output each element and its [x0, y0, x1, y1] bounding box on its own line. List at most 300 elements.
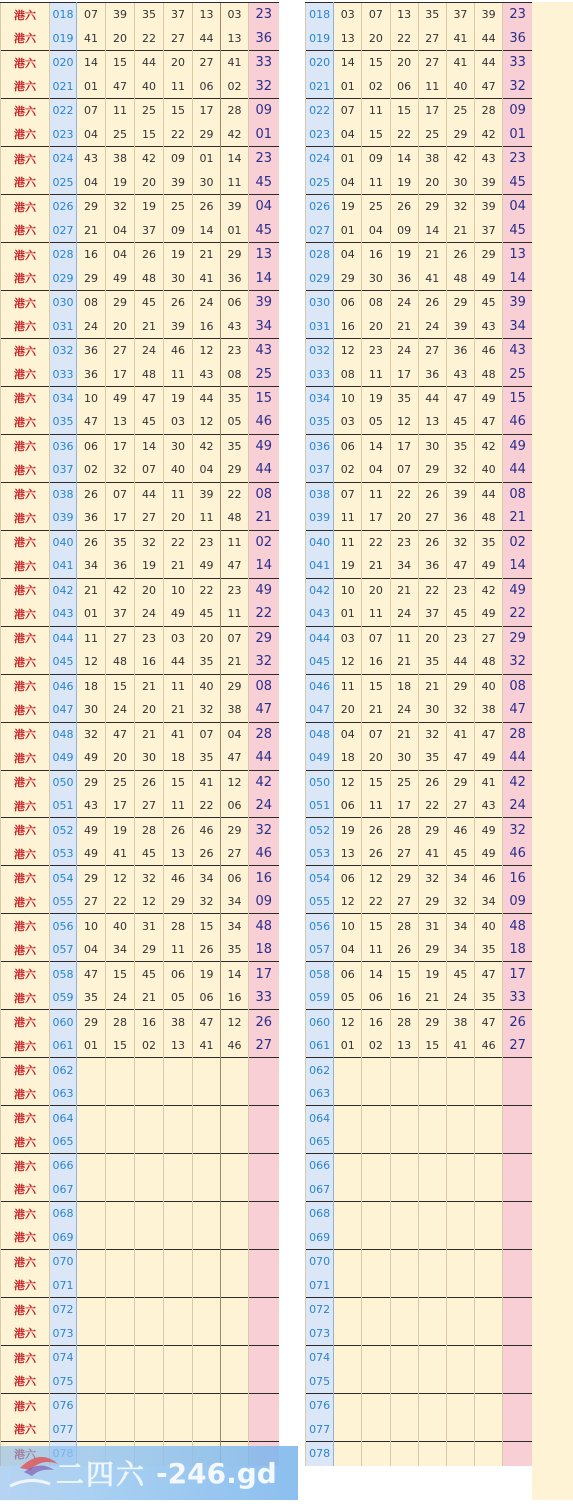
- draw-number: 28: [390, 914, 418, 938]
- draw-number: 22: [362, 890, 390, 914]
- region-tag: 港六: [1, 914, 50, 938]
- draw-number: [106, 1226, 135, 1250]
- draw-number: [362, 1250, 390, 1274]
- draw-number: 23: [221, 578, 249, 602]
- draw-number: 19: [334, 818, 362, 842]
- draw-number: [135, 1346, 164, 1370]
- draw-number: 27: [135, 506, 164, 530]
- result-row: [1, 362, 279, 386]
- issue-number: 058: [50, 962, 77, 986]
- result-row: [1, 482, 279, 506]
- draw-number: [106, 1370, 135, 1394]
- draw-number: 45: [135, 410, 164, 434]
- draw-number: 11: [362, 170, 390, 194]
- draw-number: [362, 1346, 390, 1370]
- draw-number: 21: [418, 986, 446, 1010]
- draw-number: 46: [475, 1034, 503, 1058]
- draw-number: 04: [334, 170, 362, 194]
- draw-number: 34: [221, 914, 249, 938]
- draw-number: 29: [77, 770, 106, 794]
- draw-number: [135, 1250, 164, 1274]
- region-tag: 港六: [1, 578, 50, 602]
- draw-number: 42: [135, 146, 164, 170]
- region-tag: 港六: [1, 218, 50, 242]
- draw-number: [418, 1298, 446, 1322]
- draw-number: 48: [475, 650, 503, 674]
- draw-number: 27: [77, 890, 106, 914]
- draw-number: [77, 1370, 106, 1394]
- draw-number: 36: [446, 338, 474, 362]
- draw-number: 03: [334, 3, 362, 27]
- draw-number: 21: [135, 314, 164, 338]
- draw-number: 26: [418, 290, 446, 314]
- draw-number: 40: [475, 914, 503, 938]
- issue-number: 033: [50, 362, 77, 386]
- draw-number: 34: [106, 938, 135, 962]
- draw-number: 18: [77, 674, 106, 698]
- draw-number: 29: [418, 194, 446, 218]
- draw-number: 17: [106, 362, 135, 386]
- draw-number: 30: [418, 698, 446, 722]
- draw-number: [77, 1202, 106, 1226]
- special-number: [249, 1202, 279, 1226]
- draw-number: 23: [390, 530, 418, 554]
- draw-number: 24: [193, 290, 221, 314]
- issue-number: 064: [306, 1106, 334, 1130]
- special-number: [249, 1298, 279, 1322]
- region-tag: 港六: [1, 770, 50, 794]
- draw-number: [106, 1346, 135, 1370]
- draw-number: [390, 1082, 418, 1106]
- draw-number: 37: [106, 602, 135, 626]
- draw-number: [77, 1178, 106, 1202]
- draw-number: 26: [446, 242, 474, 266]
- draw-number: 04: [77, 122, 106, 146]
- result-row: [1, 1418, 279, 1442]
- draw-number: 24: [106, 698, 135, 722]
- draw-number: 24: [418, 314, 446, 338]
- draw-number: 40: [475, 458, 503, 482]
- draw-number: 11: [334, 674, 362, 698]
- draw-number: [418, 1106, 446, 1130]
- draw-number: [390, 1274, 418, 1298]
- draw-number: 04: [77, 170, 106, 194]
- issue-number: 046: [306, 674, 334, 698]
- draw-number: 29: [334, 266, 362, 290]
- region-tag: 港六: [1, 362, 50, 386]
- result-row: [306, 1274, 533, 1298]
- issue-number: 038: [50, 482, 77, 506]
- draw-number: 23: [221, 338, 249, 362]
- draw-number: 49: [164, 602, 193, 626]
- draw-number: [106, 1178, 135, 1202]
- draw-number: 26: [193, 842, 221, 866]
- draw-number: [193, 1106, 221, 1130]
- issue-number: 050: [306, 770, 334, 794]
- draw-number: [135, 1154, 164, 1178]
- issue-number: 070: [50, 1250, 77, 1274]
- draw-number: 38: [446, 1010, 474, 1034]
- draw-number: 07: [221, 626, 249, 650]
- draw-number: [475, 1274, 503, 1298]
- draw-number: 32: [135, 866, 164, 890]
- draw-number: 05: [164, 986, 193, 1010]
- draw-number: 20: [362, 314, 390, 338]
- result-row: [1, 146, 279, 170]
- draw-number: [362, 1274, 390, 1298]
- issue-number: 075: [306, 1370, 334, 1394]
- draw-number: 34: [446, 866, 474, 890]
- draw-number: 10: [77, 914, 106, 938]
- draw-number: [475, 1082, 503, 1106]
- special-number: 15: [249, 386, 279, 410]
- draw-number: 45: [135, 842, 164, 866]
- result-row: [1, 1322, 279, 1346]
- result-row: [306, 1082, 533, 1106]
- issue-number: 073: [50, 1322, 77, 1346]
- draw-number: [334, 1154, 362, 1178]
- draw-number: 47: [475, 962, 503, 986]
- draw-number: 15: [164, 98, 193, 122]
- draw-number: [135, 1202, 164, 1226]
- result-row: [1, 818, 279, 842]
- special-number: [249, 1418, 279, 1442]
- draw-number: 20: [334, 698, 362, 722]
- special-number: 14: [249, 554, 279, 578]
- draw-number: 11: [362, 794, 390, 818]
- draw-number: 13: [418, 410, 446, 434]
- draw-number: [362, 1298, 390, 1322]
- draw-number: 29: [193, 122, 221, 146]
- draw-number: 43: [193, 362, 221, 386]
- draw-number: 46: [475, 338, 503, 362]
- draw-number: 04: [193, 458, 221, 482]
- draw-number: 35: [446, 434, 474, 458]
- draw-number: [193, 1274, 221, 1298]
- draw-number: 27: [418, 506, 446, 530]
- region-tag: 港六: [1, 554, 50, 578]
- special-number: 17: [503, 962, 532, 986]
- special-number: 44: [503, 458, 532, 482]
- draw-number: 42: [193, 434, 221, 458]
- draw-number: [106, 1418, 135, 1442]
- draw-number: 29: [221, 458, 249, 482]
- draw-number: 22: [390, 26, 418, 50]
- draw-number: 30: [418, 434, 446, 458]
- draw-number: 35: [390, 386, 418, 410]
- result-row: [1, 722, 279, 746]
- special-number: [503, 1058, 532, 1082]
- region-tag: 港六: [1, 650, 50, 674]
- draw-number: 29: [135, 938, 164, 962]
- draw-number: 28: [390, 818, 418, 842]
- result-row: [306, 1370, 533, 1394]
- issue-number: 026: [50, 194, 77, 218]
- issue-number: 076: [306, 1394, 334, 1418]
- result-row: [306, 602, 533, 626]
- issue-number: 034: [306, 386, 334, 410]
- draw-number: 18: [390, 674, 418, 698]
- special-number: 09: [503, 890, 532, 914]
- draw-number: [334, 1442, 362, 1466]
- draw-number: 32: [446, 530, 474, 554]
- draw-number: 06: [221, 866, 249, 890]
- draw-number: 49: [475, 746, 503, 770]
- draw-number: [475, 1442, 503, 1466]
- draw-number: 29: [418, 938, 446, 962]
- special-number: 49: [249, 434, 279, 458]
- draw-number: 19: [193, 962, 221, 986]
- result-row: [306, 962, 533, 986]
- draw-number: [135, 1058, 164, 1082]
- draw-number: 05: [221, 410, 249, 434]
- draw-number: 49: [475, 818, 503, 842]
- draw-number: [221, 1082, 249, 1106]
- draw-number: [446, 1226, 474, 1250]
- draw-number: 30: [193, 170, 221, 194]
- draw-number: [221, 1226, 249, 1250]
- draw-number: 14: [390, 146, 418, 170]
- special-number: 44: [249, 458, 279, 482]
- draw-number: 11: [164, 938, 193, 962]
- draw-number: [77, 1322, 106, 1346]
- draw-number: 17: [106, 794, 135, 818]
- draw-number: 29: [390, 866, 418, 890]
- special-number: 17: [249, 962, 279, 986]
- draw-number: 11: [390, 626, 418, 650]
- result-row: [1, 434, 279, 458]
- draw-number: 42: [475, 578, 503, 602]
- draw-number: 10: [77, 386, 106, 410]
- draw-number: 14: [193, 218, 221, 242]
- draw-number: 04: [221, 722, 249, 746]
- result-row: [306, 1226, 533, 1250]
- special-number: 21: [503, 506, 532, 530]
- draw-number: [446, 1274, 474, 1298]
- draw-number: [390, 1442, 418, 1466]
- draw-number: 24: [390, 338, 418, 362]
- draw-number: 30: [135, 746, 164, 770]
- draw-number: 15: [106, 674, 135, 698]
- draw-number: [418, 1442, 446, 1466]
- draw-number: 19: [390, 170, 418, 194]
- draw-number: [418, 1418, 446, 1442]
- draw-number: 44: [135, 50, 164, 74]
- result-row: [1, 1178, 279, 1202]
- draw-number: [390, 1202, 418, 1226]
- draw-number: [390, 1130, 418, 1154]
- draw-number: 47: [475, 74, 503, 98]
- draw-number: 44: [193, 386, 221, 410]
- result-row: [1, 290, 279, 314]
- draw-number: 13: [390, 1034, 418, 1058]
- result-row: [306, 818, 533, 842]
- result-row: [1, 1154, 279, 1178]
- issue-number: 027: [50, 218, 77, 242]
- issue-number: 075: [50, 1370, 77, 1394]
- draw-number: 09: [390, 218, 418, 242]
- draw-number: 06: [334, 290, 362, 314]
- issue-number: 045: [306, 650, 334, 674]
- draw-number: 26: [390, 194, 418, 218]
- draw-number: 49: [106, 266, 135, 290]
- draw-number: 44: [475, 482, 503, 506]
- draw-number: [362, 1226, 390, 1250]
- result-row: [1, 770, 279, 794]
- issue-number: 059: [306, 986, 334, 1010]
- draw-number: 41: [446, 26, 474, 50]
- result-row: [1, 842, 279, 866]
- draw-number: 35: [475, 530, 503, 554]
- result-row: [1, 650, 279, 674]
- draw-number: [334, 1298, 362, 1322]
- issue-number: 040: [50, 530, 77, 554]
- special-number: 26: [249, 1010, 279, 1034]
- region-tag: 港六: [1, 698, 50, 722]
- draw-number: 35: [193, 746, 221, 770]
- region-tag: 港六: [1, 722, 50, 746]
- issue-number: 044: [306, 626, 334, 650]
- draw-number: 03: [164, 626, 193, 650]
- region-tag: 港六: [1, 3, 50, 27]
- special-number: [503, 1418, 532, 1442]
- draw-number: 03: [221, 3, 249, 27]
- region-tag: 港六: [1, 1322, 50, 1346]
- draw-number: 46: [164, 338, 193, 362]
- draw-number: 07: [106, 482, 135, 506]
- draw-number: [446, 1130, 474, 1154]
- draw-number: 27: [418, 338, 446, 362]
- draw-number: 19: [106, 170, 135, 194]
- issue-number: 024: [50, 146, 77, 170]
- draw-number: 12: [135, 890, 164, 914]
- draw-number: 11: [164, 794, 193, 818]
- issue-number: 043: [306, 602, 334, 626]
- draw-number: [221, 1274, 249, 1298]
- draw-number: 21: [164, 554, 193, 578]
- draw-number: 19: [106, 818, 135, 842]
- draw-number: 45: [135, 962, 164, 986]
- region-tag: 港六: [1, 986, 50, 1010]
- draw-number: 32: [446, 698, 474, 722]
- draw-number: [221, 1346, 249, 1370]
- draw-number: [334, 1178, 362, 1202]
- draw-number: 47: [193, 1010, 221, 1034]
- draw-number: [221, 1250, 249, 1274]
- region-tag: 港六: [1, 1250, 50, 1274]
- result-row: [306, 674, 533, 698]
- result-row: [306, 290, 533, 314]
- draw-number: 12: [334, 890, 362, 914]
- issue-number: 019: [50, 26, 77, 50]
- issue-number: 052: [306, 818, 334, 842]
- draw-number: [135, 1178, 164, 1202]
- draw-number: 06: [193, 74, 221, 98]
- issue-number: 073: [306, 1322, 334, 1346]
- special-number: 44: [503, 746, 532, 770]
- special-number: 49: [503, 434, 532, 458]
- draw-number: [334, 1418, 362, 1442]
- special-number: [249, 1370, 279, 1394]
- draw-number: 46: [446, 818, 474, 842]
- issue-number: 043: [50, 602, 77, 626]
- result-row: [1, 1298, 279, 1322]
- draw-number: [362, 1058, 390, 1082]
- draw-number: 49: [77, 818, 106, 842]
- special-number: 47: [249, 698, 279, 722]
- draw-number: 01: [77, 602, 106, 626]
- special-number: 13: [249, 242, 279, 266]
- issue-number: 071: [306, 1274, 334, 1298]
- draw-number: 03: [334, 410, 362, 434]
- draw-number: 15: [106, 1034, 135, 1058]
- draw-number: [418, 1274, 446, 1298]
- draw-number: [334, 1322, 362, 1346]
- issue-number: 048: [306, 722, 334, 746]
- draw-number: 42: [475, 122, 503, 146]
- result-row: [306, 1178, 533, 1202]
- draw-number: 25: [446, 98, 474, 122]
- result-row: [1, 458, 279, 482]
- draw-number: [418, 1202, 446, 1226]
- draw-number: 15: [106, 962, 135, 986]
- region-tag: 港六: [1, 74, 50, 98]
- draw-number: 47: [77, 962, 106, 986]
- region-tag: 港六: [1, 530, 50, 554]
- region-tag: 港六: [1, 266, 50, 290]
- draw-number: [193, 1370, 221, 1394]
- special-number: 43: [503, 338, 532, 362]
- draw-number: 26: [135, 770, 164, 794]
- draw-number: 34: [446, 938, 474, 962]
- draw-number: [77, 1346, 106, 1370]
- draw-number: 11: [362, 98, 390, 122]
- draw-number: [106, 1202, 135, 1226]
- result-row: [1, 1058, 279, 1082]
- draw-number: 47: [446, 554, 474, 578]
- issue-number: 018: [306, 3, 334, 27]
- issue-number: 020: [306, 50, 334, 74]
- region-tag: 港六: [1, 290, 50, 314]
- result-row: [1, 218, 279, 242]
- draw-number: 26: [362, 818, 390, 842]
- region-tag: 港六: [1, 1034, 50, 1058]
- draw-number: 08: [221, 362, 249, 386]
- draw-number: [475, 1106, 503, 1130]
- result-row: [306, 170, 533, 194]
- result-row: [1, 746, 279, 770]
- draw-number: 06: [334, 866, 362, 890]
- special-number: 08: [503, 482, 532, 506]
- region-tag: 港六: [1, 1154, 50, 1178]
- watermark-chinese-text: 二四六: [56, 1458, 147, 1491]
- draw-number: 20: [106, 314, 135, 338]
- draw-number: 27: [475, 626, 503, 650]
- draw-number: 16: [193, 314, 221, 338]
- draw-number: 49: [193, 554, 221, 578]
- result-row: [306, 1442, 533, 1466]
- draw-number: 27: [106, 338, 135, 362]
- draw-number: 21: [193, 242, 221, 266]
- draw-number: 20: [390, 506, 418, 530]
- draw-number: 06: [334, 794, 362, 818]
- result-row: [1, 386, 279, 410]
- draw-number: 11: [362, 482, 390, 506]
- draw-number: [164, 1058, 193, 1082]
- draw-number: [135, 1394, 164, 1418]
- draw-number: 21: [446, 218, 474, 242]
- result-row: [306, 314, 533, 338]
